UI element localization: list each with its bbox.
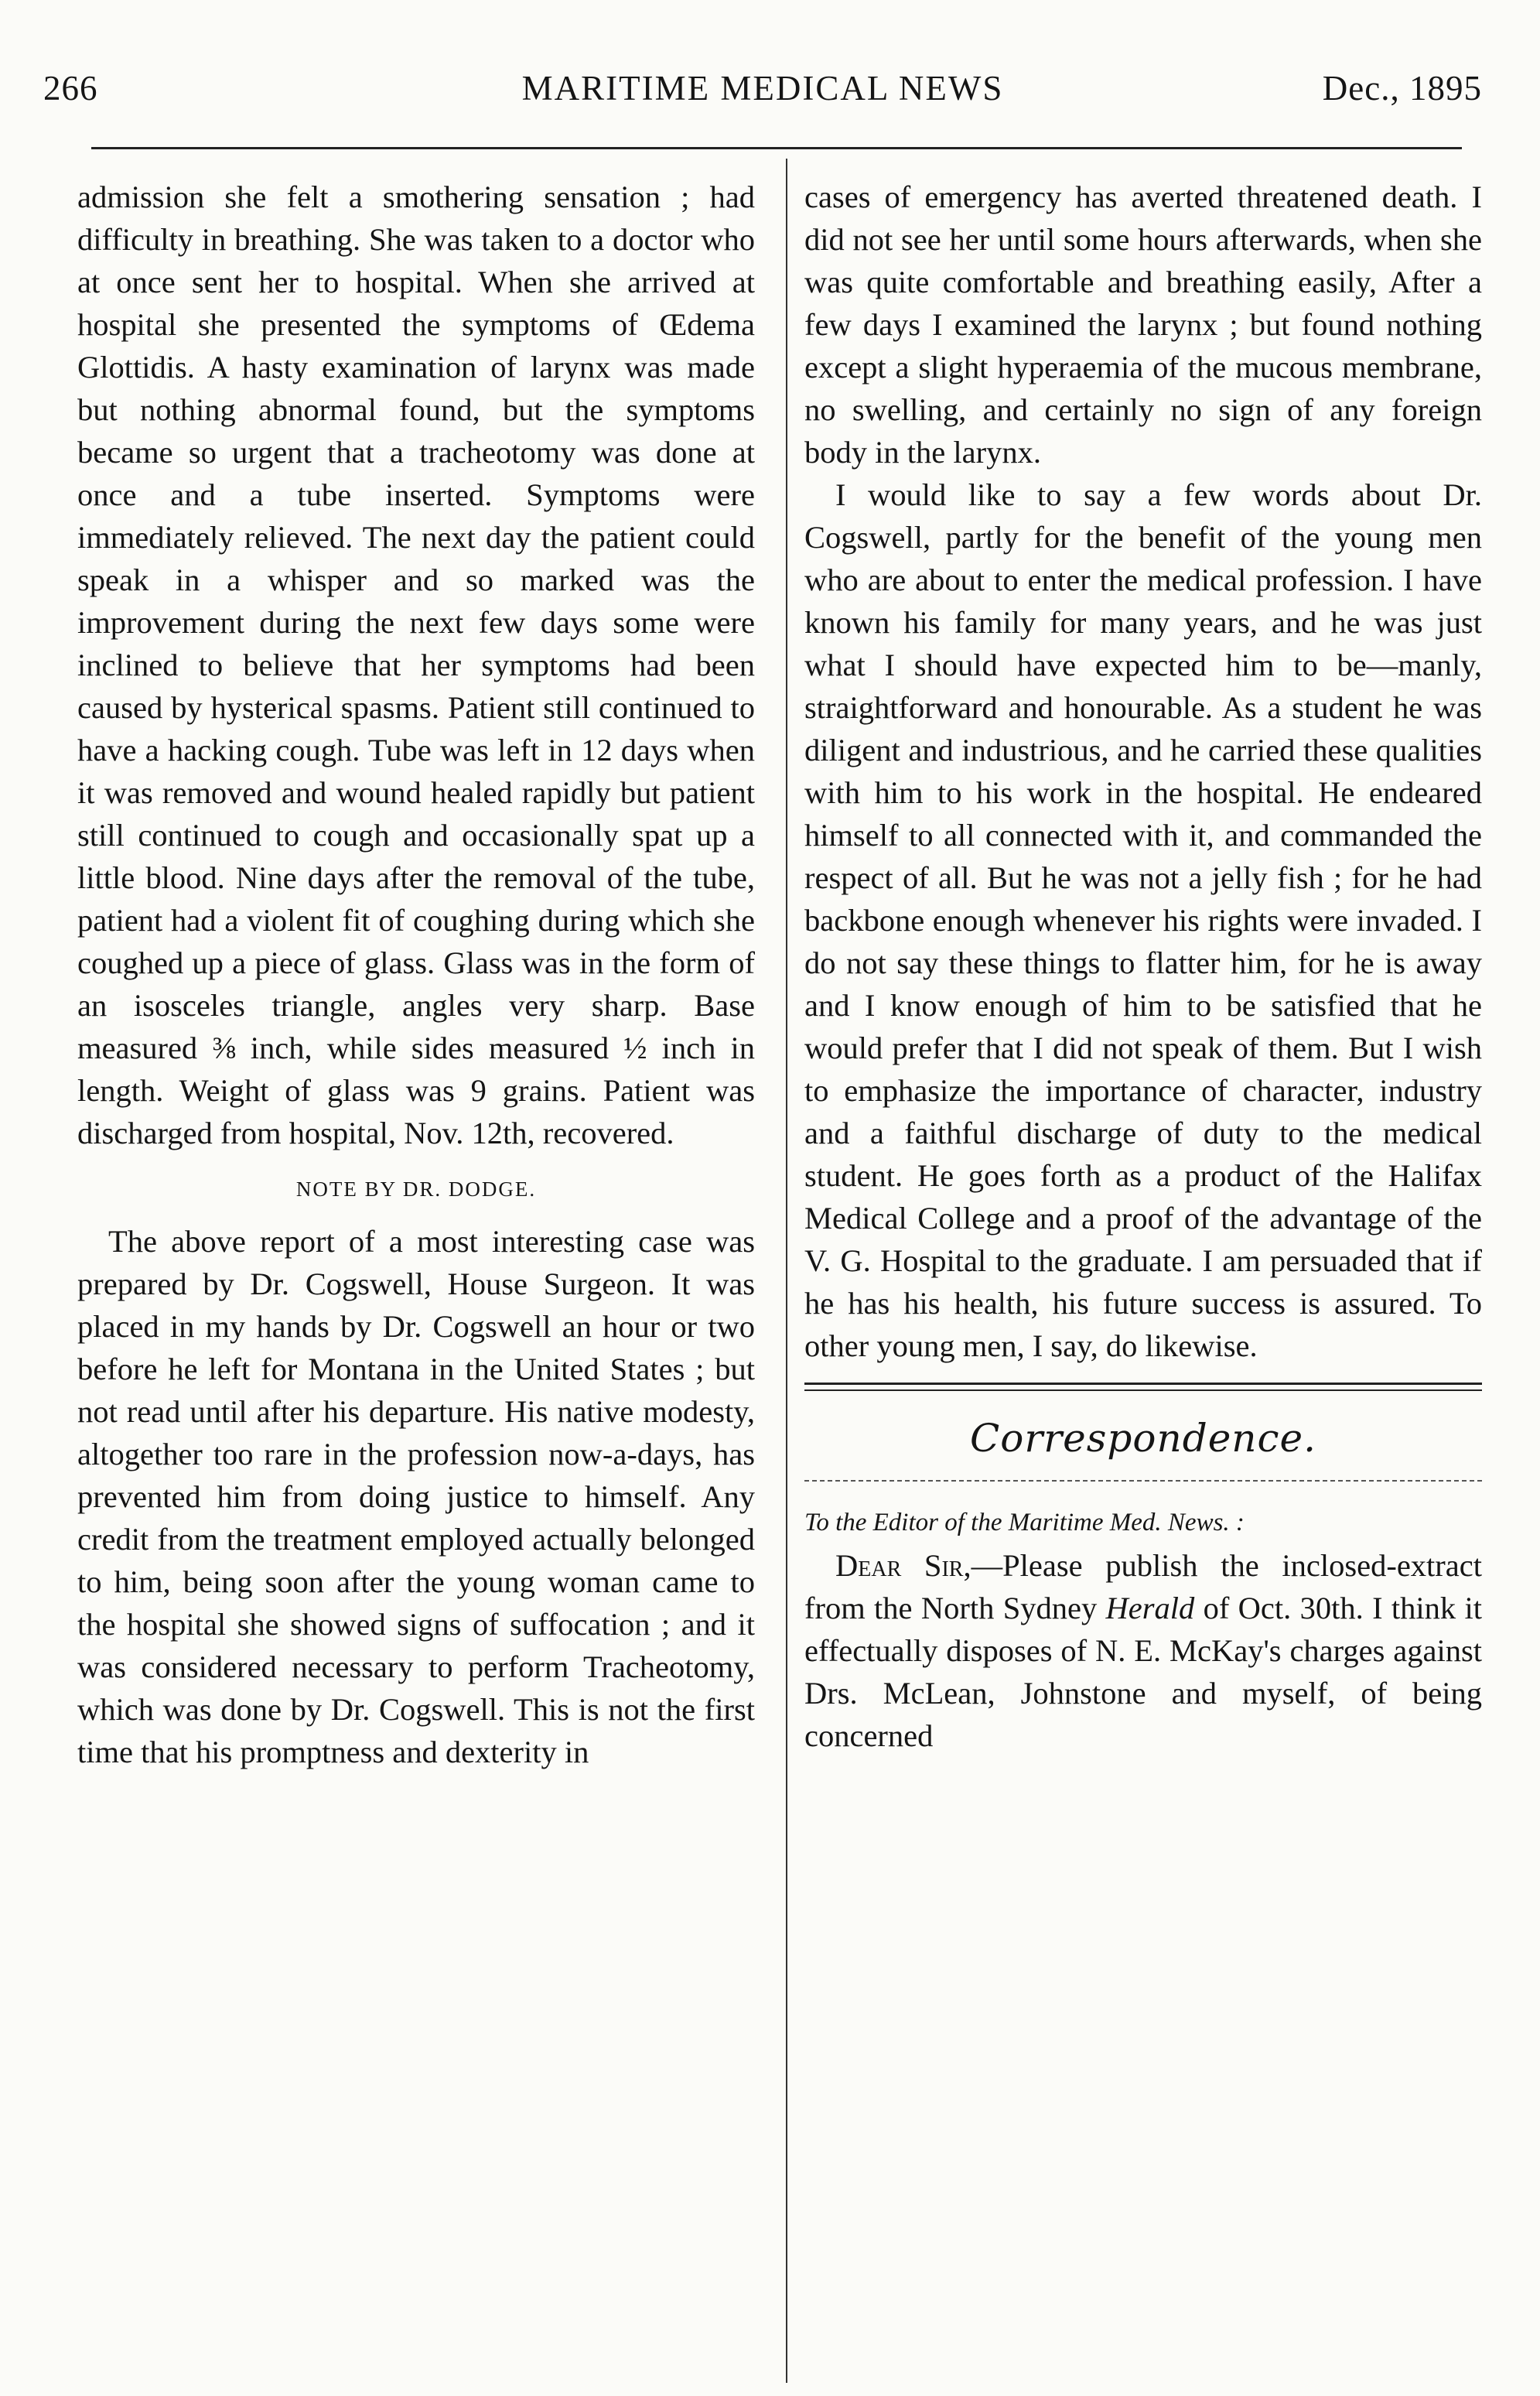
section-rule-top [804, 1383, 1482, 1385]
correspondence-heading: Correspondence. [969, 1416, 1316, 1461]
page-number: 266 [43, 69, 98, 108]
page-header [43, 68, 1482, 122]
letter-text-2: of Oct. 30th. I think it effectually disposes of N. E. McKay's charges against Drs. McLean, Johnstone and myself, of being concerned [804, 1591, 1482, 1753]
letter-herald: Herald [1105, 1591, 1195, 1625]
case-report-paragraph: admission she felt a smothering sensation ; had difficulty in breathing. She was taken to a doctor who at once sent her to hospital. When she arrived at hospital she presented the symptoms of Œdema Glottidis. A hasty examination of larynx was made but nothing abnormal found, but the symptoms became so urgent that a tracheotomy was done at once and a tube inserted. Symptoms were immediately relieved. The next day the patient could speak in a whisper and so marked was the improvement during the next few days some were inclined to believe that her symptoms had been caused by hysterical spasms. Patient still continued to have a hacking cough. Tube was left in 12 days when it was removed and wound healed rapidly but patient still continued to cough and occasionally spat up a little blood. Nine days after the removal of the tube, patient had a violent fit of coughing during which she coughed up a piece of glass. Glass was in the form of an isosceles triangle, angles very sharp. Base measured ⅜ inch, while sides measured ½ inch in length. Weight of glass was 9 grains. Patient was discharged from hospital, Nov. 12th, recovered. [77, 179, 755, 1150]
letter-opening: Dear Sir, [835, 1548, 971, 1583]
letter-text-1: —Please publish the inclosed-extract from the North Sydney [804, 1548, 1482, 1625]
left-column [77, 176, 755, 1773]
section-rule-bottom [804, 1389, 1482, 1391]
note-heading: NOTE BY DR. DODGE. [295, 1177, 537, 1201]
letter-paragraph [804, 1544, 1482, 1757]
journal-title: MARITIME MEDICAL NEWS [521, 69, 1004, 108]
issue-date: Dec., 1895 [1322, 69, 1482, 108]
note-paragraph: The above report of a most interesting case was prepared by Dr. Cogswell, House Surgeon. It was placed in my hands by Dr. Cogswell an hour or two before he left for Montana in the United States ; but not read until after his departure. His native modesty, altogether too rare in the profession now-a-days, has prevented him from doing justice to himself. Any credit from the treatment employed actually belonged to him, being soon after the young woman came to the hospital she showed signs of suffocation ; and it was considered necessary to perform Tracheotomy, which was done by Dr. Cogswell. This is not the first time that his promptness and dexterity in [77, 1224, 755, 1769]
letter-salutation: To the Editor of the Maritime Med. News. : [804, 1509, 1245, 1536]
note-continuation-paragraph: cases of emergency has averted threatened death. I did not see her until some hours afterwards, when she was quite comfortable and breathing easily, After a few days I examined the larynx ; but found nothing except a slight hyperaemia of the mucous membrane, no swelling, and certainly no sign of any foreign body in the larynx. [804, 179, 1482, 470]
header-rule [91, 147, 1462, 149]
right-column [804, 176, 1482, 1757]
column-divider [786, 159, 787, 2383]
correspondence-rule [804, 1480, 1482, 1482]
tribute-paragraph: I would like to say a few words about Dr. Cogswell, partly for the benefit of the young men who are about to enter the medical profession. I have known his family for many years, and he was just what I should have expected him to be—manly, straightforward and honourable. As a student he was diligent and industrious, and he carried these qualities with him to his work in the hospital. He endeared himself to all connected with it, and commanded the respect of all. But he was not a jelly fish ; for he had backbone enough whenever his rights were invaded. I do not say these things to flatter him, for he is away and I know enough of him to be satisfied that he would prefer that I did not speak of them. But I wish to emphasize the importance of character, industry and a faithful discharge of duty to the medical student. He goes forth as a product of the Halifax Medical College and a proof of the advantage of the V. G. Hospital to the graduate. I am persuaded that if he has his health, his future success is assured. To other young men, I say, do likewise. [804, 477, 1482, 1363]
